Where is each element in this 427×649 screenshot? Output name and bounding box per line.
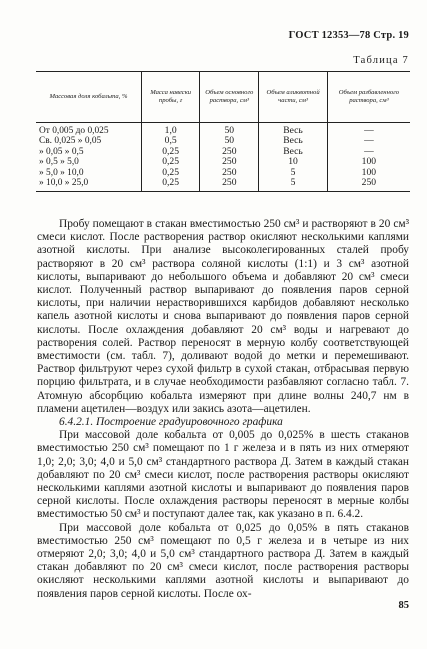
table-cell: 5 <box>259 178 327 192</box>
column-header-main-solution-volume: Объем основного раствора, см³ <box>200 72 259 123</box>
table-cell: Весь <box>259 136 327 146</box>
table-cell: 100 <box>327 157 410 167</box>
column-header-aliquot-volume: Объем аликвотной части, см³ <box>259 72 327 123</box>
table-cell: От 0,005 до 0,025 <box>39 126 109 136</box>
table-cell: 250 <box>200 147 259 157</box>
table-cell: 250 <box>327 178 410 192</box>
table-cell: 0,25 <box>142 178 200 192</box>
table-cell: 250 <box>200 178 259 192</box>
table-cell: Св. 0,025 » 0,05 <box>39 136 102 147</box>
table-cell: » 0,5 » 5,0 <box>39 157 79 168</box>
table-cell: » 0,05 » 0,5 <box>39 146 84 157</box>
table-cell: Весь <box>259 147 327 157</box>
table-cell: Весь <box>259 123 327 137</box>
table-cell: 0,25 <box>142 168 200 178</box>
table-cell: 50 <box>200 123 259 137</box>
body-text <box>37 218 409 601</box>
table-cell: 5 <box>259 168 327 178</box>
table-cell: » 5,0 » 10,0 <box>39 167 84 178</box>
table-cell: 1,0 <box>142 123 200 137</box>
column-header-sample-mass: Масса навески пробы, г <box>142 72 200 123</box>
table-cell: 10 <box>259 157 327 167</box>
table-cell: 0,5 <box>142 136 200 146</box>
paragraph-sample-dissolution: Пробу помещают в стакан вместимостью 250 см³ и растворяют в 20 см³ смеси кислот. После растворения раствор окисляют несколькими каплями азотной кислоты. При анализе высоколегированных сталей пробу растворяют в 20 см³ раствора соляной кислоты (1:1) и 3 см³ азотной кислоты, выпаривают до небольшого объема и добавляют 20 см³ смеси кислот. Полученный раствор выпаривают до появления паров серной кислоты, при наличии нерастворившихся карбидов добавляют несколько капель азотной кислоты и снова выпаривают до появления паров серной кислоты. После охлаждения добавляют 20 см³ воды и нагревают до растворения солей. Раствор переносят в мерную колбу соответствующей вместимости (см. табл. 7), доливают водой до метки и перемешивают. Раствор фильтруют через сухой фильтр в сухой стакан, отбрасывая первую порцию фильтрата, и в случае необходимости разбавляют согласно табл. 7. Атомную абсорбцию кобальта измеряют при длине волны 240,7 нм в пламени ацетилен—воздух или закись азота—ацетилен. <box>37 218 409 415</box>
paragraph-calibration-low-range: При массовой доле кобальта от 0,005 до 0,025% в шесть стаканов вместимостью 250 см³ помещают по 1 г железа и в пять из них отмеряют 1,0; 2,0; 3,0; 4,0 и 5,0 см³ стандартного раствора Д. Затем в каждый стакан добавляют по 20 см³ смеси кислот, после растворения растворы окисляют несколькими каплями азотной кислоты и выпаривают до появления паров серной кислоты. После охлаждения растворы переносят в мерные колбы вместимостью 50 см³ и поступают далее так, как указано в п. 6.4.2. <box>37 429 409 521</box>
table-cell: 100 <box>327 168 410 178</box>
column-header-cobalt-fraction: Массовая доля кобальта, % <box>36 72 142 123</box>
page-number: 85 <box>398 600 409 611</box>
table-cell: — <box>327 136 410 146</box>
table-cell: 50 <box>200 136 259 146</box>
table-row <box>36 178 410 192</box>
table-row <box>36 123 410 137</box>
document-header: ГОСТ 12353—78 Стр. 19 <box>288 30 409 41</box>
table-cell: 250 <box>200 157 259 167</box>
column-header-diluted-volume: Объем разбавленного раствора, см³ <box>327 72 410 123</box>
table-cell: — <box>327 123 410 137</box>
table-cell: — <box>327 147 410 157</box>
table-cell: 0,25 <box>142 157 200 167</box>
subsection-heading: 6.4.2.1. Построение градуировочного графика <box>59 416 283 429</box>
table-title: Таблица 7 <box>353 55 409 66</box>
table-cell: » 10,0 » 25,0 <box>36 178 142 192</box>
table-header-row <box>36 72 410 123</box>
table-cell: 250 <box>200 168 259 178</box>
table-cell: 0,25 <box>142 147 200 157</box>
paragraph-calibration-mid-range: При массовой доле кобальта от 0,025 до 0,05% в пять стаканов вместимостью 250 см³ помещают по 0,5 г железа и в четыре из них отмеряют 2,0; 3,0; 4,0 и 5,0 см³ стандартного раствора Д. Затем в каждый стакан добавляют по 20 см³ смеси кислот, после растворения растворы окисляют несколькими каплями азотной кислоты и выпаривают до появления паров серной кислоты. После ох- <box>37 521 409 600</box>
cobalt-dilution-table <box>36 71 410 192</box>
